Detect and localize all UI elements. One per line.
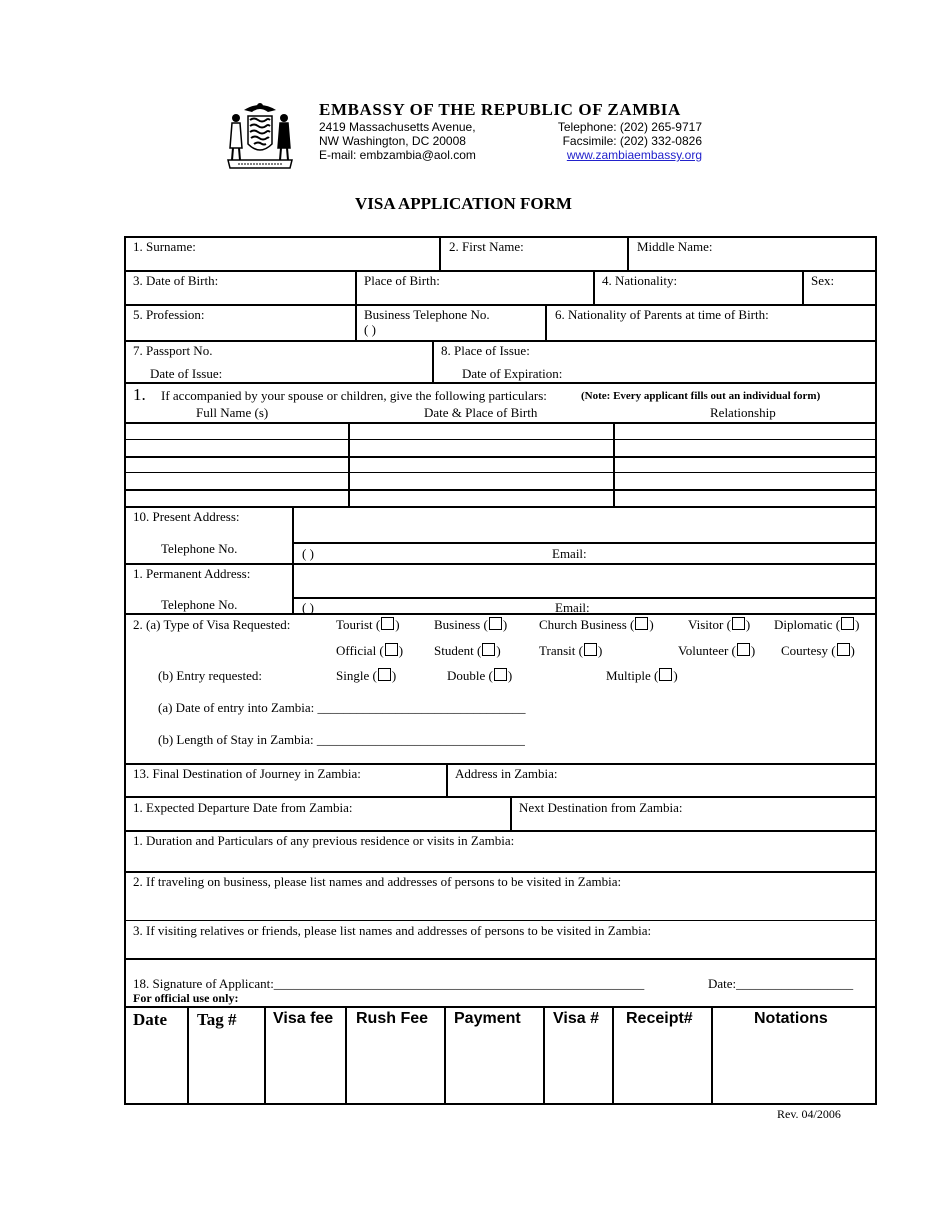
business-checkbox[interactable] xyxy=(489,617,502,630)
visitor-checkbox[interactable] xyxy=(732,617,745,630)
embassy-facsimile: Facsimile: (202) 332-0826 xyxy=(562,134,702,148)
courtesy-checkbox[interactable] xyxy=(837,643,850,656)
diplomatic-checkbox[interactable] xyxy=(841,617,854,630)
visa-option-church-business[interactable]: Church Business ( ) xyxy=(539,617,654,632)
official-col-receipt: Receipt# xyxy=(626,1010,693,1027)
relatives-persons-label: 3. If visiting relatives or friends, please list names and addresses of persons to be visited in Zambia: xyxy=(133,923,652,938)
permanent-email-label: Email: xyxy=(555,600,590,615)
official-col-date: Date xyxy=(133,1010,167,1029)
family-col-relationship: Relationship xyxy=(710,405,776,420)
passport-no-label: 7. Passport No. xyxy=(133,343,213,358)
surname-label: 1. Surname: xyxy=(133,239,196,254)
entry-option-multiple[interactable]: Multiple ( ) xyxy=(606,668,678,683)
sex-label: Sex: xyxy=(811,273,835,288)
single-checkbox[interactable] xyxy=(378,668,391,681)
present-telephone-paren: ( ) xyxy=(302,546,314,561)
business-telephone-label: Business Telephone No. xyxy=(364,307,490,322)
double-checkbox[interactable] xyxy=(494,668,507,681)
official-col-notations: Notations xyxy=(754,1010,828,1027)
visa-option-diplomatic[interactable]: Diplomatic ( ) xyxy=(774,617,860,632)
entry-option-single[interactable]: Single ( ) xyxy=(336,668,397,683)
previous-residence-label: 1. Duration and Particulars of any previous residence or visits in Zambia: xyxy=(133,833,515,848)
business-persons-label: 2. If traveling on business, please list names and addresses of persons to be visited in Zambia: xyxy=(133,874,622,889)
present-telephone-label: Telephone No. xyxy=(161,541,238,556)
family-note: (Note: Every applicant fills out an individual form) xyxy=(581,390,821,402)
place-of-issue-label: 8. Place of Issue: xyxy=(441,343,530,358)
official-col-rush-fee: Rush Fee xyxy=(356,1010,429,1027)
form-title: VISA APPLICATION FORM xyxy=(355,194,572,213)
date-of-issue-label: Date of Issue: xyxy=(150,366,223,381)
middle-name-label: Middle Name: xyxy=(637,239,713,254)
official-use-label: For official use only: xyxy=(133,991,239,1005)
profession-label: 5. Profession: xyxy=(133,307,205,322)
visa-option-student[interactable]: Student ( ) xyxy=(434,643,501,658)
visa-option-transit[interactable]: Transit ( ) xyxy=(539,643,603,658)
tourist-checkbox[interactable] xyxy=(381,617,394,630)
signature-date-field[interactable]: Date:__________________ xyxy=(708,976,854,991)
entry-option-double[interactable]: Double ( ) xyxy=(447,668,513,683)
visa-option-visitor[interactable]: Visitor ( ) xyxy=(688,617,751,632)
business-telephone-paren: ( ) xyxy=(364,322,376,337)
family-col-full-name: Full Name (s) xyxy=(196,405,269,420)
embassy-website-link[interactable]: www.zambiaembassy.org xyxy=(566,148,702,162)
official-col-visa-number: Visa # xyxy=(553,1010,599,1027)
permanent-telephone-paren: ( ) xyxy=(302,600,314,615)
embassy-name: EMBASSY OF THE REPUBLIC OF ZAMBIA xyxy=(319,100,681,119)
place-of-birth-label: Place of Birth: xyxy=(364,273,440,288)
visa-type-label: 2. (a) Type of Visa Requested: xyxy=(133,617,291,632)
address-in-zambia-label: Address in Zambia: xyxy=(455,766,558,781)
present-address-label: 10. Present Address: xyxy=(133,509,240,524)
final-destination-label: 13. Final Destination of Journey in Zambia: xyxy=(133,766,361,781)
visa-option-business[interactable]: Business ( ) xyxy=(434,617,508,632)
volunteer-checkbox[interactable] xyxy=(737,643,750,656)
official-col-visa-fee: Visa fee xyxy=(273,1010,334,1027)
present-email-label: Email: xyxy=(552,546,587,561)
departure-date-label: 1. Expected Departure Date from Zambia: xyxy=(133,800,353,815)
family-number: 1. xyxy=(133,385,146,404)
length-of-stay-field[interactable]: (b) Length of Stay in Zambia: ________________________________ xyxy=(158,732,525,747)
visa-option-volunteer[interactable]: Volunteer ( ) xyxy=(678,643,756,658)
family-instructions: If accompanied by your spouse or children, give the following particulars: xyxy=(161,388,547,403)
permanent-telephone-label: Telephone No. xyxy=(161,597,238,612)
permanent-address-label: 1. Permanent Address: xyxy=(133,566,251,581)
visa-option-tourist[interactable]: Tourist ( ) xyxy=(336,617,400,632)
revision-label: Rev. 04/2006 xyxy=(777,1107,841,1121)
embassy-telephone: Telephone: (202) 265-9717 xyxy=(557,120,702,134)
coat-of-arms-logo xyxy=(224,98,296,172)
official-col-payment: Payment xyxy=(454,1010,521,1027)
official-checkbox[interactable] xyxy=(385,643,398,656)
entry-requested-label: (b) Entry requested: xyxy=(158,668,262,683)
visa-option-courtesy[interactable]: Courtesy ( ) xyxy=(781,643,855,658)
student-checkbox[interactable] xyxy=(482,643,495,656)
nationality-label: 4. Nationality: xyxy=(602,273,678,288)
parents-nationality-label: 6. Nationality of Parents at time of Birth: xyxy=(555,307,769,322)
transit-checkbox[interactable] xyxy=(584,643,597,656)
first-name-label: 2. First Name: xyxy=(449,239,524,254)
date-of-entry-field[interactable]: (a) Date of entry into Zambia: ________________________________ xyxy=(158,700,526,715)
official-col-tag: Tag # xyxy=(197,1010,237,1029)
embassy-address-line2: NW Washington, DC 20008 xyxy=(319,134,466,148)
date-of-birth-label: 3. Date of Birth: xyxy=(133,273,219,288)
multiple-checkbox[interactable] xyxy=(659,668,672,681)
embassy-address-line1: 2419 Massachusetts Avenue, xyxy=(319,120,476,134)
embassy-email: E-mail: embzambia@aol.com xyxy=(319,148,476,162)
family-col-date-place: Date & Place of Birth xyxy=(424,405,538,420)
date-of-expiration-label: Date of Expiration: xyxy=(462,366,563,381)
visa-option-official[interactable]: Official ( ) xyxy=(336,643,404,658)
church-business-checkbox[interactable] xyxy=(635,617,648,630)
signature-field[interactable]: 18. Signature of Applicant:_________________________________________________________ xyxy=(133,976,645,991)
next-destination-label: Next Destination from Zambia: xyxy=(519,800,683,815)
